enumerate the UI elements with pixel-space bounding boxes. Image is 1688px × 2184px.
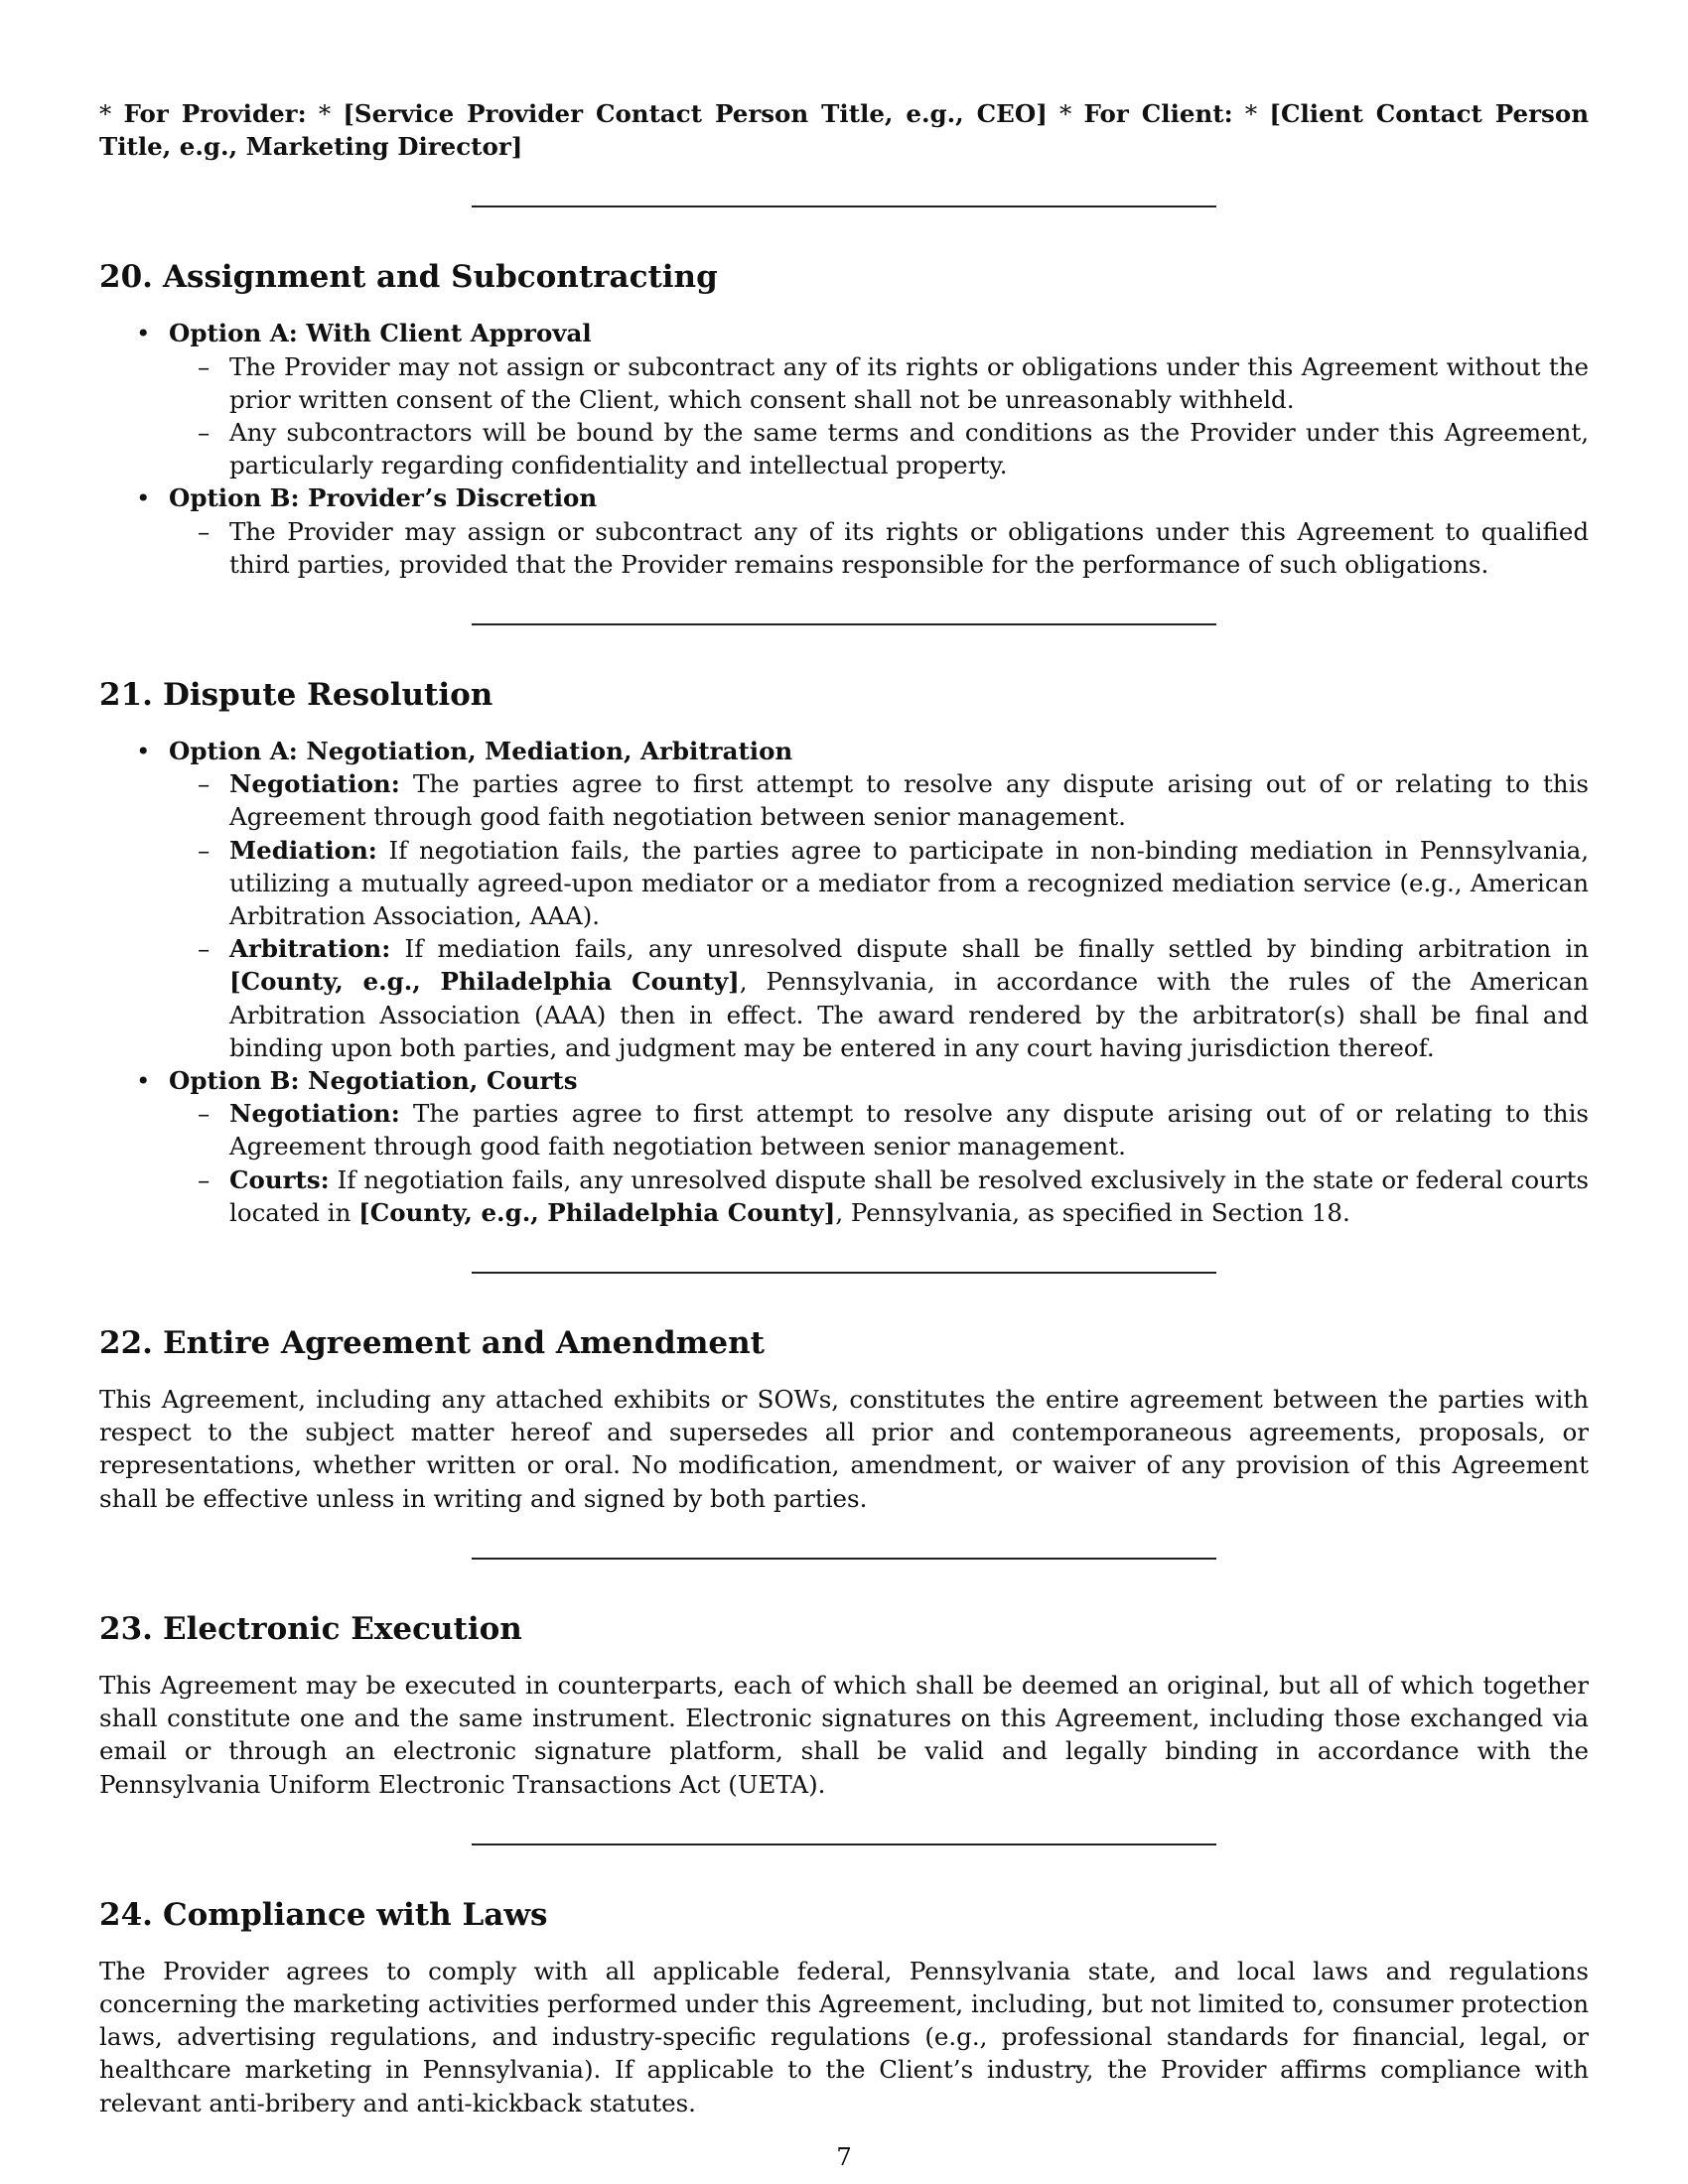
sub-item-text [229,1163,1589,1229]
courts-label: Courts: [229,1164,330,1194]
section-title: Electronic Execution [162,1610,522,1647]
sub-item-text: Any subcontractors will be bound by the same terms and conditions as the Provider under this Agreement, particularly regarding confidentiality and intellectual property. [229,418,1589,480]
signatory-titles [99,97,1589,163]
section-20-heading [99,257,1589,297]
sub-item [169,767,1589,833]
sub-item [169,515,1589,581]
section-title: Entire Agreement and Amendment [162,1325,765,1362]
section-divider [472,1843,1216,1845]
option-title: Option A: Negotiation, Mediation, Arbitration [169,737,793,766]
negotiation-label: Negotiation: [229,769,400,799]
courts-text: , Pennsylvania, as specified in Section 18. [835,1197,1350,1227]
for-provider-label: For Provider: [123,99,307,128]
client-title-placeholder: [Client Contact Person Title, e.g., Marketing Director] [99,99,1590,162]
sub-item-text [229,932,1589,1064]
section-21-heading [99,675,1589,715]
county-placeholder: [County, e.g., Philadelphia County] [358,1197,836,1227]
section-23-body: This Agreement may be executed in counterparts, each of which shall be deemed an original, but all of which together shall constitute one and the same instrument. Electronic signatures on this Agreement, including those exchanged via email or through an electronic signature platform, shall be valid and legally binding in accordance with the Pennsylvania Uniform Electronic Transactions Act (UETA). [99,1670,1589,1799]
section-23-heading [99,1609,1589,1649]
option-item [99,735,1589,1064]
bullet-icon: • [136,319,151,348]
dash-icon: – [198,516,211,546]
sub-item-text [229,834,1589,933]
sub-item [169,1097,1589,1162]
dash-icon: – [198,934,211,964]
mediation-text: If negotiation fails, the parties agree to participate in non-binding mediation in Pennsylvania, utilizing a mutually agreed-upon mediator or a mediator from a recognized mediation service (e.g., American Arbitration Association, AAA). [229,835,1589,931]
negotiation-label: Negotiation: [229,1099,400,1129]
dash-icon: – [198,418,211,448]
dash-icon: – [198,835,211,865]
arbitration-label: Arbitration: [229,934,391,964]
section-20-options [99,317,1589,581]
option-item [99,1064,1589,1229]
sub-item [169,834,1589,933]
asterisk: * [99,99,124,128]
option-sublist [169,515,1589,581]
asterisk: * [306,99,344,128]
negotiation-text: The parties agree to first attempt to resolve any dispute arising out of or relating to this Agreement through good faith negotiation between senior management. [229,1099,1589,1161]
sub-item [169,350,1589,416]
section-divider [472,205,1216,207]
provider-title-placeholder: [Service Provider Contact Person Title, e.g., CEO] [343,99,1048,128]
for-client-label: For Client: [1083,99,1233,128]
arbitration-text: , Pennsylvania, in accordance with the rules of the American Arbitration Association (AAA) then in effect. The award rendered by the arbitrator(s) shall be final and binding upon both parties, and judgment may be entered in any court having jurisdiction thereof. [229,967,1589,1062]
option-item [99,317,1589,481]
county-placeholder: [County, e.g., Philadelphia County] [229,967,740,997]
sub-item-text: The Provider may assign or subcontract any of its rights or obligations under this Agreement to qualified third parties, provided that the Provider remains responsible for the performance of such obligations. [229,516,1589,579]
option-title: Option B: Negotiation, Courts [169,1066,578,1096]
section-title: Assignment and Subcontracting [162,259,718,296]
sub-item-text: The Provider may not assign or subcontract any of its rights or obligations under this Agreement without the prior written consent of the Client, which consent shall not be unreasonably withheld. [229,351,1589,414]
sub-item-text [229,1097,1589,1162]
section-number: 21. [99,677,153,714]
section-number: 23. [99,1610,153,1647]
asterisk: * [1047,99,1084,128]
section-number: 24. [99,1896,153,1933]
courts-text: If negotiation fails, any unresolved dispute shall be resolved exclusively in the state or federal courts located in [229,1164,1589,1227]
sub-item [169,932,1589,1064]
section-21-options [99,735,1589,1229]
section-title: Compliance with Laws [162,1896,548,1933]
section-number: 20. [99,259,153,296]
section-24-heading [99,1895,1589,1935]
option-title: Option A: With Client Approval [169,319,592,348]
bullet-icon: • [136,483,151,513]
option-item [99,481,1589,581]
section-divider [472,623,1216,625]
section-22-heading [99,1323,1589,1363]
page-number: 7 [836,2142,852,2171]
option-sublist [169,350,1589,482]
option-sublist [169,767,1589,1064]
dash-icon: – [198,1164,211,1194]
sub-item-text [229,767,1589,833]
dash-icon: – [198,1099,211,1129]
bullet-icon: • [136,1066,151,1096]
mediation-label: Mediation: [229,835,377,865]
dash-icon: – [198,769,211,799]
page-content [99,97,1589,2119]
section-title: Dispute Resolution [162,677,493,714]
option-title: Option B: Provider’s Discretion [169,483,598,513]
negotiation-text: The parties agree to first attempt to resolve any dispute arising out of or relating to this Agreement through good faith negotiation between senior management. [229,769,1589,832]
section-number: 22. [99,1325,153,1362]
option-sublist [169,1097,1589,1229]
section-divider [472,1558,1216,1560]
arbitration-text: If mediation fails, any unresolved dispute shall be finally settled by binding arbitration in [390,934,1589,964]
asterisk: * [1232,99,1270,128]
dash-icon: – [198,351,211,381]
section-22-body: This Agreement, including any attached exhibits or SOWs, constitutes the entire agreement between the parties with respect to the subject matter hereof and supersedes all prior and contemporaneous agreements, proposals, or representations, whether written or oral. No modification, amendment, or waiver of any provision of this Agreement shall be effective unless in writing and signed by both parties. [99,1385,1589,1513]
bullet-icon: • [136,737,151,766]
section-divider [472,1272,1216,1274]
sub-item [169,416,1589,481]
section-24-body: The Provider agrees to comply with all applicable federal, Pennsylvania state, and local laws and regulations concerning the marketing activities performed under this Agreement, including, but not limited to, consumer protection laws, advertising regulations, and industry-specific regulations (e.g., professional standards for financial, legal, or healthcare marketing in Pennsylvania). If applicable to the Client’s industry, the Provider affirms compliance with relevant anti-bribery and anti-kickback statutes. [99,1956,1589,2117]
sub-item [169,1163,1589,1229]
